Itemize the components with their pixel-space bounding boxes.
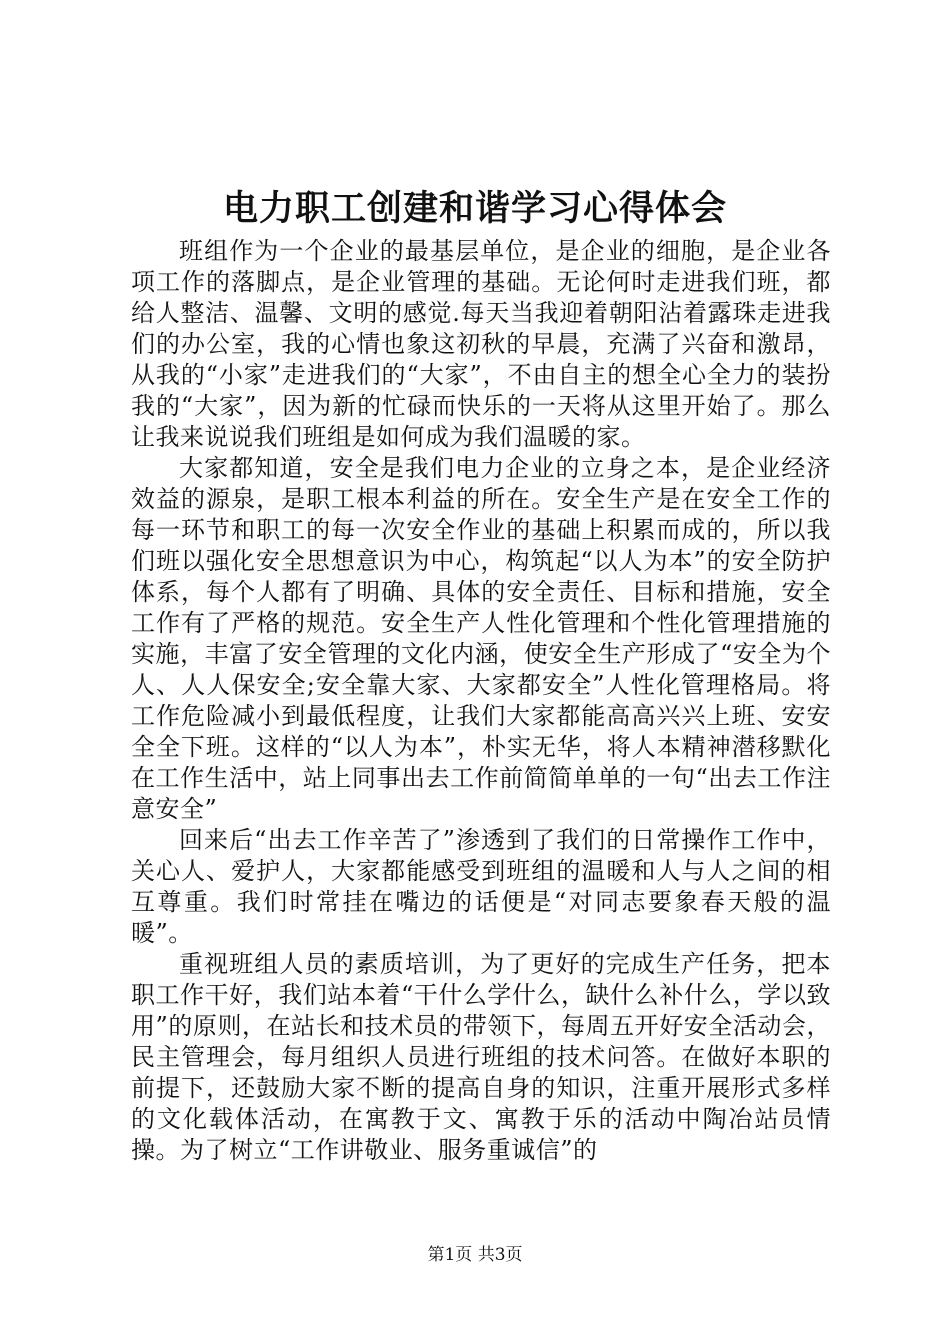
document-body [131, 236, 831, 1166]
paragraph-3: 回来后“出去工作辛苦了”渗透到了我们的日常操作工作中，关心人、爱护人，大家都能感受到班组的温暖和人与人之间的相互尊重。我们时常挂在嘴边的话便是“对同志要象春天般的温暖”。 [131, 826, 831, 947]
paragraph-4: 重视班组人员的素质培训，为了更好的完成生产任务，把本职工作干好，我们站本着“干什么学什么，缺什么补什么，学以致用”的原则，在站长和技术员的带领下，每周五开好安全活动会，民主管理会，每月组织人员进行班组的技术问答。在做好本职的前提下，还鼓励大家不断的提高自身的知识，注重开展形式多样的文化载体活动，在寓教于文、寓教于乐的活动中陶冶站员情操。为了树立“工作讲敬业、服务重诚信”的 [131, 950, 831, 1164]
paragraph-1: 班组作为一个企业的最基层单位，是企业的细胞，是企业各项工作的落脚点，是企业管理的基础。无论何时走进我们班，都给人整洁、温馨、文明的感觉.每天当我迎着朝阳沾着露珠走进我们的办公室，我的心情也象这初秋的早晨，充满了兴奋和激昂，从我的“小家”走进我们的“大家”，不由自主的想全心全力的装扮我的“大家”，因为新的忙碌而快乐的一天将从这里开始了。那么让我来说说我们班组是如何成为我们温暖的家。 [131, 237, 831, 451]
page-footer: 第1页 共3页 [427, 1245, 523, 1265]
document-title: 电力职工创建和谐学习心得体会 [222, 188, 727, 229]
paragraph-2: 大家都知道，安全是我们电力企业的立身之本，是企业经济效益的源泉，是职工根本利益的所在。安全生产是在安全工作的每一环节和职工的每一次安全作业的基础上积累而成的，所以我们班以强化安全思想意识为中心，构筑起“以人为本”的安全防护体系，每个人都有了明确、具体的安全责任、目标和措施，安全工作有了严格的规范。安全生产人性化管理和个性化管理措施的实施，丰富了安全管理的文化内涵，使安全生产形成了“安全为个人、人人保安全;安全靠大家、大家都安全”人性化管理格局。将工作危险减小到最低程度，让我们大家都能高高兴兴上班、安安全全下班。这样的“以人为本”，朴实无华，将人本精神潜移默化在工作生活中，站上同事出去工作前简简单单的一句“出去工作注意安全” [131, 454, 831, 823]
